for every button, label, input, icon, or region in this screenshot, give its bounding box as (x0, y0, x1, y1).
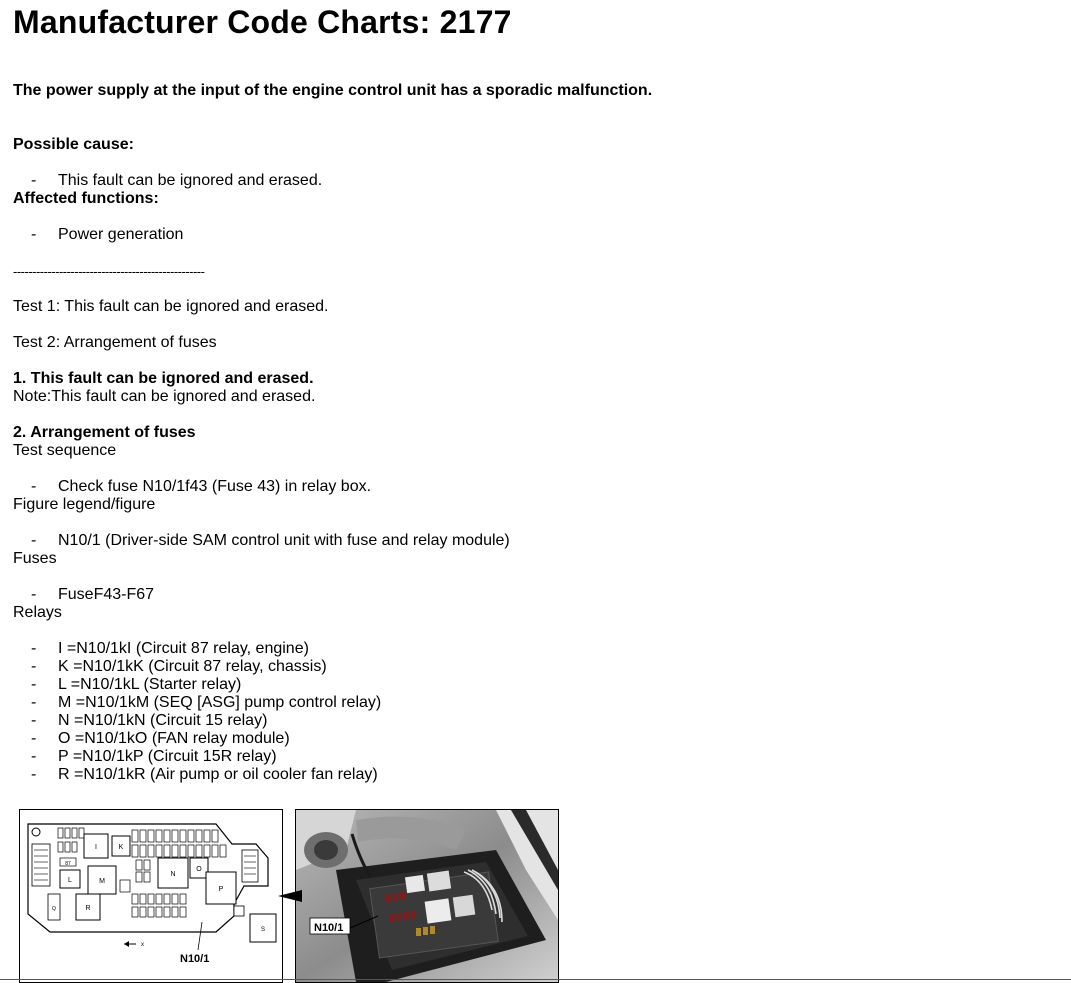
page-title: Manufacturer Code Charts: 2177 (13, 4, 512, 40)
relay-item-text: K =N10/1kK (Circuit 87 relay, chassis) (58, 658, 327, 675)
relay-label-s: S (260, 927, 266, 933)
diagram-caption: N10/1 (180, 953, 210, 965)
relay-item: - O =N10/1kO (FAN relay module) (31, 730, 290, 747)
relay-label-i: I (95, 844, 97, 851)
possible-cause-heading: Possible cause: (13, 136, 134, 153)
affected-function-item: - Power generation (31, 226, 184, 243)
relay-item: - K =N10/1kK (Circuit 87 relay, chassis) (31, 658, 327, 675)
relay-item-text: P =N10/1kP (Circuit 15R relay) (58, 748, 277, 765)
fuse-box-diagram-drawing (20, 810, 282, 982)
bottom-rule (0, 979, 1071, 980)
separator-line: -------------------------------------------------- (13, 264, 205, 279)
test-sequence-label: Test sequence (13, 442, 117, 459)
relay-item: - M =N10/1kM (SEQ [ASG] pump control relay) (31, 694, 382, 711)
relay-item-text: M =N10/1kM (SEQ [ASG] pump control relay) (58, 694, 382, 711)
possible-cause-text: This fault can be ignored and erased. (58, 172, 323, 189)
relay-label-m: M (99, 878, 105, 885)
fuses-label: Fuses (13, 550, 57, 567)
step-1-heading: 1. This fault can be ignored and erased. (13, 370, 314, 387)
relay-label-r: R (85, 905, 91, 912)
relay-label-n: N (170, 871, 176, 878)
relay-item-text: N =N10/1kN (Circuit 15 relay) (58, 712, 268, 729)
step-2-heading: 2. Arrangement of fuses (13, 424, 196, 441)
test-2-line: Test 2: Arrangement of fuses (13, 334, 217, 351)
relay-item: - R =N10/1kR (Air pump or oil cooler fan relay) (31, 766, 378, 783)
figure-legend-label: Figure legend/figure (13, 496, 156, 513)
relay-label-k: K (118, 844, 124, 851)
fuses-item: - FuseF43-F67 (31, 586, 155, 603)
sequence-item-text: Check fuse N10/1f43 (Fuse 43) in relay box. (58, 478, 372, 495)
photo-caption: N10/1 (314, 922, 344, 934)
fuse-box-photo-drawing (296, 810, 558, 982)
relay-label-l: L (68, 877, 72, 884)
fault-description: The power supply at the input of the engine control unit has a sporadic malfunction. (13, 82, 653, 99)
sequence-item: - Check fuse N10/1f43 (Fuse 43) in relay box. (31, 478, 372, 495)
relay-item: - L =N10/1kL (Starter relay) (31, 676, 242, 693)
small-label-q: Q (52, 906, 56, 912)
arrow-left-icon (124, 941, 129, 947)
test-1-line: Test 1: This fault can be ignored and erased. (13, 298, 329, 315)
relay-item-text: L =N10/1kL (Starter relay) (58, 676, 242, 693)
relay-item-text: O =N10/1kO (FAN relay module) (58, 730, 290, 747)
relay-item: - N =N10/1kN (Circuit 15 relay) (31, 712, 268, 729)
relay-item-text: I =N10/1kI (Circuit 87 relay, engine) (58, 640, 309, 657)
connector-arrow (276, 886, 306, 906)
affected-function-text: Power generation (58, 226, 184, 243)
legend-item-text: N10/1 (Driver-side SAM control unit with fuse and relay module) (58, 532, 510, 549)
relay-label-p: P (218, 886, 224, 893)
small-label-87: 87 (65, 861, 71, 867)
fuse-box-diagram (19, 809, 283, 983)
relay-item: - I =N10/1kI (Circuit 87 relay, engine) (31, 640, 309, 657)
relay-label-o: O (196, 866, 202, 873)
fuse-box-photo (295, 809, 559, 983)
axis-label-x: x (141, 942, 144, 948)
step-1-note: Note:This fault can be ignored and erased. (13, 388, 316, 405)
affected-functions-heading: Affected functions: (13, 190, 159, 207)
fuses-item-text: FuseF43-F67 (58, 586, 155, 603)
legend-item: - N10/1 (Driver-side SAM control unit with fuse and relay module) (31, 532, 510, 549)
relay-item-text: R =N10/1kR (Air pump or oil cooler fan relay) (58, 766, 378, 783)
relay-item: - P =N10/1kP (Circuit 15R relay) (31, 748, 277, 765)
relays-label: Relays (13, 604, 62, 621)
possible-cause-item: - This fault can be ignored and erased. (31, 172, 323, 189)
